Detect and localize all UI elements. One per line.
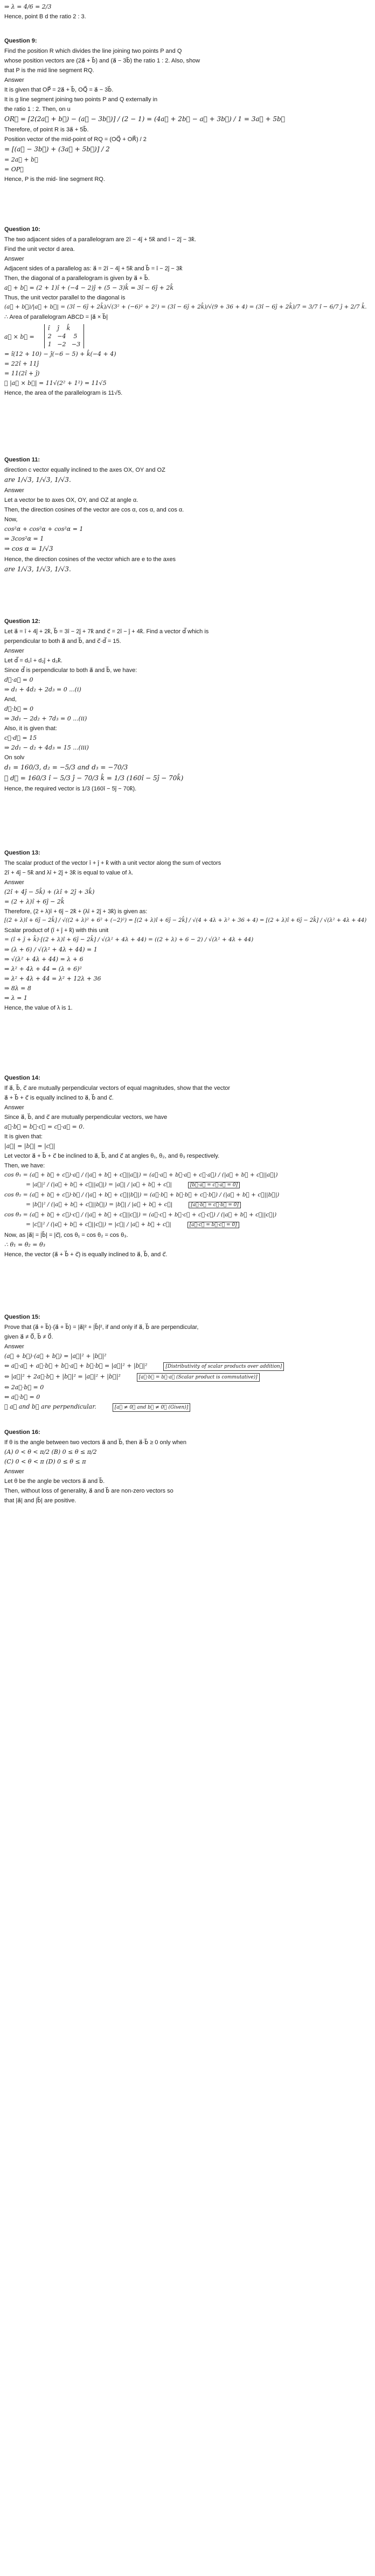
equation: d⃗·b⃗ = 0 (4, 705, 33, 712)
equation (4, 1362, 371, 1371)
equation: = (î + ĵ + k̂)·[(2 + λ)î + 6ĵ − 2k̂] / √(λ² + 4λ + 44) = ((2 + λ) + 6 − 2) / √(λ² + 4λ + 44) (4, 936, 254, 943)
text-line: The scalar product of the vector î + ĵ + k̂ with a unit vector along the sum of vectors (4, 860, 221, 866)
text-line: Hence, point B d the ratio 2 : 3. (4, 13, 86, 20)
text-line: 2î + 4ĵ − 5k̂ and λî + 2ĵ + 3k̂ is equal to value of λ. (4, 870, 134, 876)
equation: ⇒ λ² + 4λ + 44 = (λ + 6)² (4, 965, 82, 972)
text-line: Since d⃗ is perpendicular to both a⃗ and b⃗, we have: (4, 667, 137, 674)
text-line: Then, the diagonal of a parallelogram is given by a⃗ + b⃗. (4, 275, 150, 282)
text-line: The two adjacent sides of a parallelogram are 2î − 4ĵ + 5k̂ and î − 2ĵ − 3k̂. (4, 236, 196, 243)
question-11 (4, 457, 371, 576)
text-line: Prove that (a⃗ + b⃗)·(a⃗ + b⃗) = |a⃗|² + |b⃗|², if and only if a⃗, b⃗ are perpendicular, (4, 1324, 199, 1331)
text-line: Hence, the value of λ is 1. (4, 1005, 73, 1011)
equation: ⇒ 2d₁ − d₂ + 4d₃ = 15 ...(iii) (4, 744, 89, 751)
equation: ⇔ 2a⃗·b⃗ = 0 (4, 1384, 44, 1391)
text-line: Find the unit vector d area. (4, 246, 75, 253)
equation-part: ⇔ |a⃗|² + 2a⃗·b⃗ + |b⃗|² = |a⃗|² + |b⃗|² (4, 1373, 121, 1380)
equation: = î(12 + 10) − ĵ(−6 − 5) + k̂(−4 + 4) (4, 351, 116, 358)
text-line: Position vector of the mid-point of RQ = (OQ⃗ + OR⃗) / 2 (4, 136, 147, 143)
text-line: Since a⃗, b⃗, and c⃗ are mutually perpendicular vectors, we have (4, 1114, 168, 1121)
equation: ⇒ (λ + 6) / √(λ² + 4λ + 44) = 1 (4, 946, 98, 953)
equation: ⇒ λ = 1 (4, 995, 27, 1002)
reason-note: [Distributivity of scalar products over addition] (163, 1362, 284, 1371)
equation: cos²α + cos²α + cos²α = 1 (4, 526, 84, 533)
text-line: Adjacent sides of a parallelog as: a⃗ = 2î − 4ĵ + 5k̂ and b⃗ = î − 2ĵ − 3k̂ (4, 265, 183, 272)
text-line: Now, as |a⃗| = |b⃗| = |c⃗|, cos θ₁ = cos θ₂ = cos θ₃. (4, 1232, 128, 1238)
text-line: Now, (4, 516, 18, 523)
text-line: Hence, the vector (a⃗ + b⃗ + c⃗) is equally inclined to a⃗, b⃗, and c⃗. (4, 1251, 168, 1258)
equation (26, 1201, 371, 1208)
equation (26, 1221, 371, 1228)
equation: a⃗·b⃗ = b⃗·c⃗ = c⃗·a⃗ = 0. (4, 1123, 85, 1130)
equation: (a⃗ + b⃗)·(a⃗ + b⃗) = |a⃗|² + |b⃗|² (4, 1353, 107, 1360)
text-line: And, (4, 696, 17, 703)
text-line: Find the position R which divides the line joining two points P and Q (4, 48, 182, 54)
equation: cos θ₁ = (a⃗ + b⃗ + c⃗)·a⃗ / (|a⃗ + b⃗ + c⃗||a⃗|) = (a⃗·a⃗ + b⃗·a⃗ + c⃗·a⃗) / (|a⃗ + b⃗ + c⃗||a⃗|) (4, 1172, 278, 1178)
text-line: It is given that: (4, 1133, 43, 1140)
equation: ⇒ λ² + 4λ + 44 = λ² + 12λ + 36 (4, 975, 101, 982)
equation: ⇒ 3d₁ − 2d₂ + 7d₃ = 0 ...(ii) (4, 715, 87, 722)
answer-label: Answer (4, 648, 24, 654)
equation: ⇒ √(λ² + 4λ + 44) = λ + 6 (4, 956, 84, 963)
answer-label: Answer (4, 256, 24, 262)
text-line: On solv (4, 754, 25, 761)
equation: cos θ₃ = (a⃗ + b⃗ + c⃗)·c⃗ / (|a⃗ + b⃗ + c⃗||c⃗|) = (a⃗·c⃗ + b⃗·c⃗ + c⃗·c⃗) / (|a⃗ + b⃗ + c⃗||c⃗|) (4, 1212, 277, 1218)
equation: ⇒ 8λ = 8 (4, 985, 31, 992)
text-line: Let d⃗ = d₁î + d₂ĵ + d₃k̂. (4, 657, 63, 664)
text-line: It is g line segment joining two points P and Q externally in (4, 96, 158, 103)
equation-part: ∴ a⃗ and b⃗ are perpendicular. (4, 1403, 96, 1410)
text-line: Therefore, (2 + λ)î + 6ĵ − 2k̂ + (λî + 2ĵ + 3k̂) is given as: (4, 908, 148, 915)
text-line: Also, it is given that: (4, 725, 57, 732)
text-line: Then, without loss of generality, a⃗ and b⃗ are non-zero vectors so (4, 1488, 173, 1494)
question-heading: Question 9: (4, 38, 37, 44)
cross-product-determinant (4, 323, 371, 351)
equation: = 2a⃗ + b⃗ (4, 156, 38, 163)
text-line: perpendicular to both a⃗ and b⃗, and c⃗·d⃗ = 15. (4, 638, 121, 645)
equation: = (2 + λ)î + 6ĵ − 2k̂ (4, 898, 65, 905)
equation: = 11(2î + ĵ) (4, 370, 40, 377)
equation (4, 1373, 371, 1382)
equation-part: ⇔ a⃗·a⃗ + a⃗·b⃗ + b⃗·a⃗ + b⃗·b⃗ = |a⃗|² + |b⃗|² (4, 1362, 148, 1369)
equation: ∴ d⃗ = 160/3 î − 5/3 ĵ − 70/3 k̂ = 1/3 (160î − 5ĵ − 70k̂) (4, 774, 184, 782)
equation: a⃗ + b⃗ = (2 + 1)î + (−4 − 2)ĵ + (5 − 3)k̂ = 3î − 6ĵ + 2k̂ (4, 284, 174, 291)
equation: a⃗ × b⃗ = (4, 333, 34, 340)
equation: d⃗·a⃗ = 0 (4, 676, 33, 683)
answer-label: Answer (4, 77, 24, 83)
equation: ⇔ a⃗·b⃗ = 0 (4, 1394, 40, 1401)
determinant-matrix (44, 324, 84, 348)
text-line: direction c vector equally inclined to the axes OX, OY and OZ (4, 467, 165, 473)
text-line: Let a⃗ = î + 4ĵ + 2k̂, b⃗ = 3î − 2ĵ + 7k̂ and c⃗ = 2î − ĵ + 4k̂. Find a vector d⃗ which is (4, 628, 209, 635)
equation: |a⃗| = |b⃗| = |c⃗| (4, 1143, 55, 1150)
answer-label: Answer (4, 879, 24, 886)
equation: ⇒ d₁ + 4d₂ + 2d₃ = 0 ...(i) (4, 686, 81, 693)
text-line: It is given that OP⃗ = 2a⃗ + b⃗, OQ⃗ = a⃗ − 3b⃗. (4, 87, 114, 93)
text-line: Thus, the unit vector parallel to the diagonal is (4, 295, 126, 301)
text-line: Then, we have: (4, 1163, 45, 1169)
equation: (a⃗ + b⃗)/|a⃗ + b⃗| = (3î − 6ĵ + 2k̂)/√(3² + (−6)² + 2²) = (3î − 6ĵ + 2k̂)/√(9 + 36 + 4) = (3î − 6ĵ + 2k̂)/7 = 3/7 î − 6/7 ĵ + 2/7 k̂. (4, 304, 367, 310)
equation-part: = |c⃗|² / (|a⃗ + b⃗ + c⃗||c⃗|) = |c⃗| / |a⃗ + b⃗ + c⃗| (26, 1221, 171, 1228)
equation (4, 1403, 371, 1412)
reason-note: [b⃗·a⃗ = c⃗·a⃗ = 0] (188, 1182, 240, 1188)
reason-note: [a⃗·b⃗ = b⃗·a⃗ (Scalar product is commutative)] (137, 1373, 260, 1382)
equation (26, 1181, 371, 1188)
matrix-row: î ĵ k̂ (47, 325, 71, 332)
text-line: ∴ Area of parallelogram ABCD = |a⃗ × b⃗| (4, 314, 108, 320)
question-10 (4, 226, 371, 399)
answer-label: Answer (4, 487, 24, 494)
text-line: that P is the mid line segment RQ. (4, 67, 94, 74)
text-line: Hence, the area of the parallelogram is 11√5. (4, 390, 123, 396)
equation-part: = |a⃗|² / (|a⃗ + b⃗ + c⃗||a⃗|) = |a⃗| / |a⃗ + b⃗ + c⃗| (26, 1181, 172, 1188)
text-line: Then, the direction cosines of the vector are cos α, cos α, and cos α. (4, 507, 184, 513)
equation: d₁ = 160/3, d₂ = −5/3 and d₃ = −70/3 (4, 764, 128, 771)
question-heading: Question 10: (4, 226, 40, 233)
equation: ⇒ 3cos²α = 1 (4, 535, 44, 542)
equation: OR⃗ = [2(2a⃗ + b⃗) − (a⃗ − 3b⃗)] / (2 − 1) = (4a⃗ + 2b⃗ − a⃗ + 3b⃗) / 1 = 3a⃗ + 5b⃗ (4, 115, 285, 123)
equation: are 1/√3, 1/√3, 1/√3. (4, 476, 71, 484)
question-heading: Question 11: (4, 457, 40, 463)
equation: are 1/√3, 1/√3, 1/√3. (4, 565, 71, 573)
matrix-row: 2 −4 5 (47, 333, 78, 340)
question-heading: Question 13: (4, 850, 40, 856)
reason-note: [a⃗ ≠ 0⃗ and b⃗ ≠ 0⃗ (Given)] (113, 1403, 191, 1412)
equation: c⃗·d⃗ = 15 (4, 734, 37, 741)
equation: = OP⃗ (4, 166, 24, 173)
text-line: that |a⃗| and |b⃗| are positive. (4, 1497, 77, 1504)
reason-note: [a⃗·c⃗ = b⃗·c⃗ = 0] (188, 1222, 239, 1228)
text-line: Let a vector be to axes OX, OY, and OZ at angle α. (4, 497, 138, 503)
text-line: Therefore, of point R is 3a⃗ + 5b⃗. (4, 127, 89, 133)
text-line: the ratio 1 : 2. Then, on u (4, 106, 71, 113)
equation: (2î + 4ĵ − 5k̂) + (λî + 2ĵ + 3k̂) (4, 888, 95, 895)
equation: ⇒ λ = 4/6 = 2/3 (4, 3, 52, 10)
equation: cos θ₂ = (a⃗ + b⃗ + c⃗)·b⃗ / (|a⃗ + b⃗ + c⃗||b⃗|) = (a⃗·b⃗ + b⃗·b⃗ + c⃗·b⃗) / (|a⃗ + b⃗ + c⃗||b⃗|) (4, 1192, 280, 1198)
equation: ∴ θ₁ = θ₂ = θ₃ (4, 1241, 46, 1248)
question-9 (4, 38, 371, 185)
question-13 (4, 850, 371, 1014)
prev-question-tail (4, 3, 371, 23)
answer-label: Answer (4, 1343, 24, 1350)
question-heading: Question 12: (4, 618, 40, 625)
text-line: Hence, the direction cosines of the vector which are e to the axes (4, 556, 176, 563)
text-line: a⃗ + b⃗ + c⃗ is equally inclined to a⃗, b⃗ and c⃗. (4, 1095, 114, 1101)
answer-label: Answer (4, 1104, 24, 1111)
text-line: whose position vectors are (2a⃗ + b⃗) and (a⃗ − 3b⃗) the ratio 1 : 2. Also, show (4, 58, 200, 64)
text-line: If θ is the angle between two vectors a⃗ and b⃗, then a⃗·b⃗ ≥ 0 only when (4, 1439, 186, 1446)
question-16 (4, 1429, 371, 1507)
question-heading: Question 16: (4, 1429, 40, 1436)
option-line: (A) 0 < θ < π/2 (B) 0 ≤ θ ≤ π/2 (4, 1448, 97, 1455)
text-line: Hence, P is the mid- line segment RQ. (4, 176, 105, 183)
equation: ∴ |a⃗ × b⃗| = 11√(2² + 1²) = 11√5 (4, 380, 107, 387)
question-12 (4, 618, 371, 795)
text-line: Let θ be the angle be vectors a⃗ and b⃗. (4, 1478, 105, 1485)
reason-note: [a⃗·b⃗ = c⃗·b⃗ = 0] (189, 1202, 241, 1208)
question-heading: Question 15: (4, 1314, 40, 1320)
equation: [(2 + λ)î + 6ĵ − 2k̂] / √((2 + λ)² + 6² + (−2)²) = [(2 + λ)î + 6ĵ − 2k̂] / √(4 + 4λ + λ² + 36 + 4) = [(2 + λ)î + 6ĵ − 2k̂] / √(λ² + 4λ + 44) (4, 918, 367, 923)
equation: ⇒ cos α = 1/√3 (4, 545, 53, 552)
text-line: Scalar product of (î + ĵ + k̂) with this unit (4, 927, 109, 934)
matrix-row: 1 −2 −3 (47, 341, 81, 348)
question-15 (4, 1314, 371, 1414)
option-line: (C) 0 < θ < π (D) 0 ≤ θ ≤ π (4, 1458, 86, 1465)
question-14 (4, 1075, 371, 1261)
equation-part: = |b⃗|² / (|a⃗ + b⃗ + c⃗||b⃗|) = |b⃗| / |a⃗ + b⃗ + c⃗| (26, 1201, 173, 1208)
equation: = 22î + 11ĵ (4, 360, 39, 367)
text-line: given a⃗ ≠ 0⃗, b⃗ ≠ 0⃗. (4, 1334, 53, 1340)
text-line: If a⃗, b⃗, c⃗ are mutually perpendicular vectors of equal magnitudes, show that the vector (4, 1085, 231, 1091)
answer-label: Answer (4, 1468, 24, 1475)
text-line: Let vector a⃗ + b⃗ + c⃗ be inclined to a⃗, b⃗, and c⃗ at angles θ₁, θ₂, and θ₃ respectively. (4, 1153, 220, 1159)
text-line: Hence, the required vector is 1/3 (160î − 5ĵ − 70k̂). (4, 786, 137, 792)
equation: = [(a⃗ − 3b⃗) + (3a⃗ + 5b⃗)] / 2 (4, 145, 110, 153)
question-heading: Question 14: (4, 1075, 40, 1081)
